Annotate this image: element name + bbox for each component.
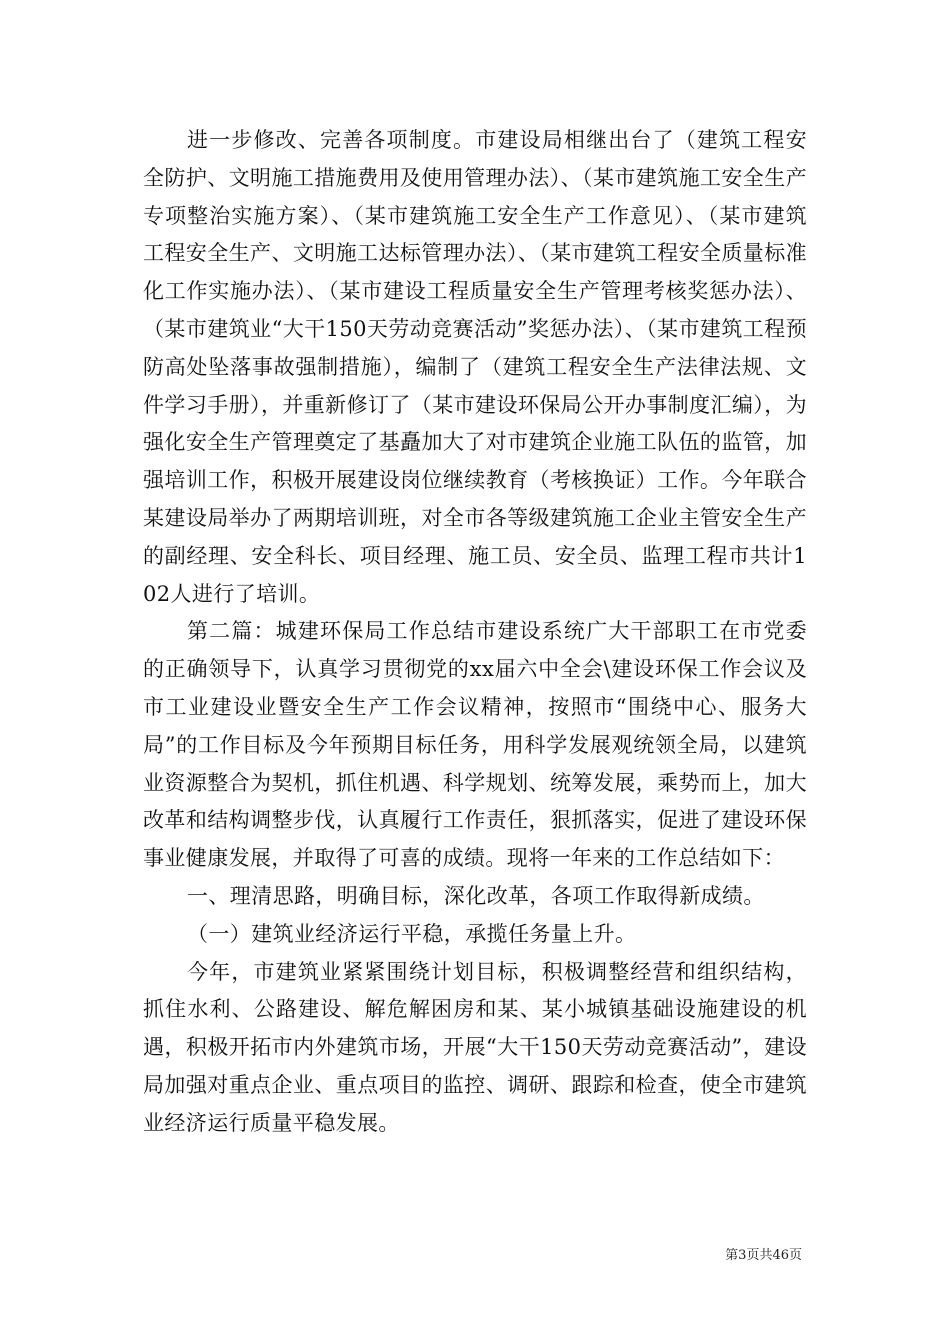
subsection-heading-1: （一）建筑业经济运行平稳，承揽任务量上升。 [187,921,637,946]
section-heading-1: 一、理清思路，明确目标，深化改革，各项工作取得新成绩。 [187,883,765,908]
page-number: 第3页共46页 [725,1248,802,1263]
paragraph-construction-economy: 今年，市建筑业紧紧围绕计划目标，积极调整经营和组织结构，抓住水利、公路建设、解危解困房和某、某小城镇基础设施建设的机遇，积极开拓市内外建筑市场，开展“大干150天劳动竞赛活动”，建设局加强对重点企业、重点项目的监控、调研、跟踪和检查，使全市建筑业经济运行质量平稳发展。 [143,959,807,1135]
paragraph-second-article: 第二篇：城建环保局工作总结市建设系统广大干部职工在市党委的正确领导下，认真学习贯彻党的xx届六中全会\建设环保工作会议及市工业建设业暨安全生产工作会议精神，按照市“围绕中心、服务大局”的工作目标及今年预期目标任务，用科学发展观统领全局，以建筑业资源整合为契机，抓住机遇、科学规划、统筹发展，乘势而上，加大改革和结构调整步伐，认真履行工作责任，狠抓落实，促进了建设环保事业健康发展，并取得了可喜的成绩。现将一年来的工作总结如下： [143,619,807,871]
document-body [143,122,807,1143]
paragraph-regulations: 进一步修改、完善各项制度。市建设局相继出台了（建筑工程安全防护、文明施工措施费用及使用管理办法）、（某市建筑施工安全生产专项整治实施方案）、（某市建筑施工安全生产工作意见）、（某市建筑工程安全生产、文明施工达标管理办法）、（某市建筑工程安全质量标准化工作实施办法）、（某市建设工程质量安全生产管理考核奖惩办法）、（某市建筑业“大干150天劳动竞赛活动”奖惩办法）、（某市建筑工程预防高处坠落事故强制措施），编制了（建筑工程安全生产法律法规、文件学习手册），并重新修订了（某市建设环保局公开办事制度汇编），为强化安全生产管理奠定了基矗加大了对市建筑企业施工队伍的监管，加强培训工作，积极开展建设岗位继续教育（考核换证）工作。今年联合某建设局举办了两期培训班，对全市各等级建筑施工企业主管安全生产的副经理、安全科长、项目经理、施工员、安全员、监理工程市共计102人进行了培训。 [143,128,807,606]
